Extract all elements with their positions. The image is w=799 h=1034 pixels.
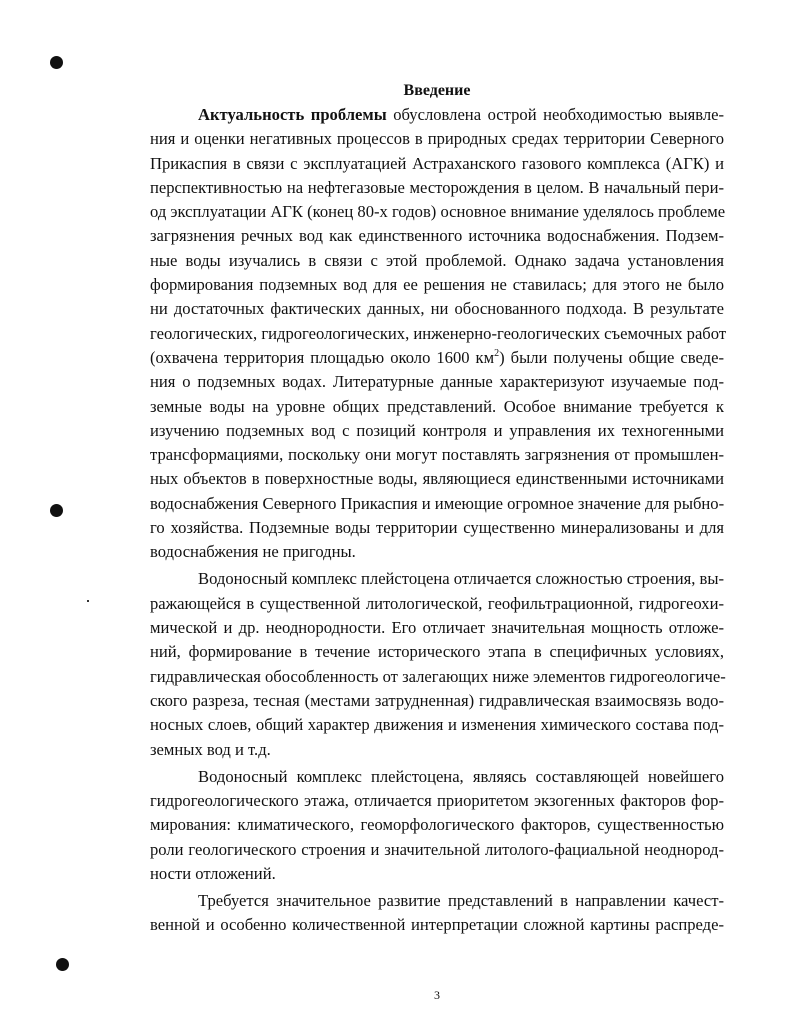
text-line: геологических, гидрогеологических, инженерно-геологических съемочных работ: [150, 323, 727, 343]
text-line: ний, формирование в течение исторического этапа в специфичных условиях,: [150, 642, 724, 662]
text-line: роли геологического строения и значительной литолого-фациальной неоднород-: [150, 839, 724, 859]
body-text: [150, 103, 727, 937]
text-line: земных вод и т.д.: [150, 739, 271, 759]
text-line: формирования подземных вод для ее решения не ставилась; для этого не было: [150, 275, 724, 295]
text-line: Актуальность проблемы обусловлена острой необходимостью выявле-: [198, 105, 724, 124]
text-line: (охвачена территория площадью около 1600 $км^2$) были получены общие сведе-: [150, 347, 724, 367]
text-line: перспективностью на нефтегазовые месторождения в целом. В начальный пери-: [150, 177, 724, 197]
text-line: водоснабжения не пригодны.: [150, 542, 356, 562]
text-line: мической и др. неоднородности. Его отличает значительная мощность отложе-: [150, 618, 724, 638]
text-line: ния о подземных водах. Литературные данные характеризуют изучаемые под-: [150, 372, 724, 392]
text-line: загрязнения речных вод как единственного источника водоснабжения. Подзем-: [150, 226, 724, 246]
text-line: го хозяйства. Подземные воды территории существенно минерализованы и для: [150, 518, 724, 538]
text-line: Водоносный комплекс плейстоцена, являясь составляющей новейшего: [198, 766, 724, 786]
page-number: 3: [434, 988, 440, 1002]
page-title: Введение: [403, 82, 471, 99]
text-line: ражающейся в существенной литологической, геофильтрационной, гидрогеохи-: [150, 593, 724, 613]
text-line: земные воды на уровне общих представлений. Особое внимание требуется к: [150, 396, 724, 416]
punch-hole-mark: [50, 56, 63, 69]
paragraph: [150, 765, 724, 886]
text-line: ского разреза, тесная (местами затрудненная) гидравлическая взаимосвязь водо-: [150, 690, 724, 710]
scan-speck: [87, 600, 89, 602]
text-line: ни достаточных фактических данных, ни обоснованного подхода. В результате: [150, 299, 724, 319]
punch-hole-mark: [50, 504, 63, 517]
text-line: ния и оценки негативных процессов в природных средах территории Северного: [150, 129, 724, 149]
text-line: ные воды изучались в связи с этой проблемой. Однако задача установления: [150, 250, 724, 270]
emphasized-term: Актуальность проблемы: [198, 105, 387, 124]
text-line: ности отложений.: [150, 863, 276, 883]
text-line: трансформациями, поскольку они могут поставлять загрязнения от промышлен-: [150, 445, 724, 465]
text-line: Водоносный комплекс плейстоцена отличается сложностью строения, вы-: [198, 569, 725, 589]
superscript: 2: [494, 347, 500, 359]
paragraph: [150, 103, 727, 565]
text-line: гидрогеологического этажа, отличается приоритетом экзогенных факторов фор-: [150, 790, 724, 810]
paragraph: [150, 889, 724, 938]
text-line: изучению подземных вод с позиций контроля и управления их техногенными: [150, 420, 724, 440]
text-line: гидравлическая обособленность от залегающих ниже элементов гидрогеологиче-: [150, 666, 726, 686]
text-line: водоснабжения Северного Прикаспия и имеющие огромное значение для рыбно-: [150, 493, 725, 513]
text-line: Прикаспия в связи с эксплуатацией Астраханского газового комплекса (АГК) и: [150, 153, 724, 173]
text-line: венной и особенно количественной интерпретации сложной картины распреде-: [150, 915, 724, 935]
text-line: Требуется значительное развитие представлений в направлении качест-: [198, 890, 724, 910]
text-line: носных слоев, общий характер движения и изменения химического состава под-: [150, 715, 724, 735]
text-line: ных объектов в поверхностные воды, являющиеся единственными источниками: [150, 469, 724, 489]
paragraph: [150, 567, 724, 761]
punch-hole-mark: [56, 958, 69, 971]
text-line: мирования: климатического, геоморфологического факторов, существенностью: [150, 815, 724, 835]
text-line: од эксплуатации АГК (конец 80-х годов) основное внимание уделялось проблеме: [150, 202, 726, 222]
